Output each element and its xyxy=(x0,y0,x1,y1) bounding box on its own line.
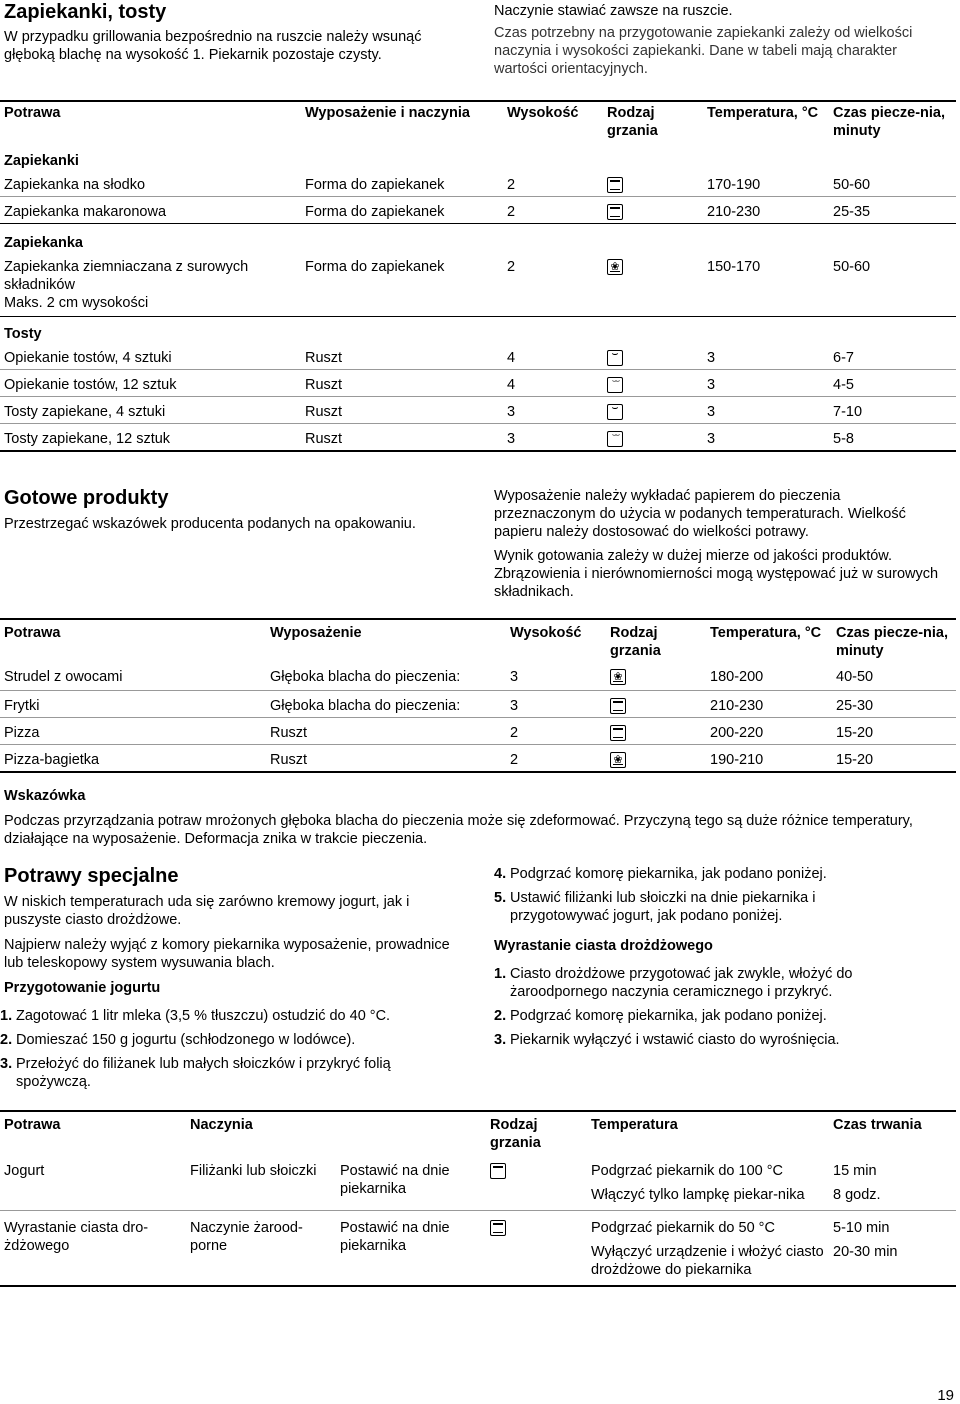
cell-temp: 3 xyxy=(703,370,829,397)
table-zapiekanki xyxy=(0,100,956,452)
cell-time: 4-5 xyxy=(829,370,956,397)
cell-level: 3 xyxy=(503,397,603,424)
cell-equip: Ruszt xyxy=(266,718,506,745)
cell-dish: Zapiekanka na słodko xyxy=(0,170,301,197)
cell-place: Postawić na dnie piekarnika xyxy=(336,1156,486,1211)
cell-temp-step1: Podgrzać piekarnik do 50 °C xyxy=(591,1220,775,1236)
cell-time: 15-20 xyxy=(832,745,956,773)
col-header: Czas piecze-nia, minuty xyxy=(833,105,946,139)
table-row xyxy=(0,691,956,718)
col-header: Naczynia xyxy=(190,1117,253,1133)
cell-duration-step2: 20-30 min xyxy=(833,1244,898,1260)
cell-duration-step1: 15 min xyxy=(833,1163,877,1179)
cell-level: 2 xyxy=(503,252,603,317)
list-item: 3. Przełożyć do filiżanek lub małych słoiczków i przykryć folią spożywczą. xyxy=(0,1056,391,1090)
cell-equip: Ruszt xyxy=(301,424,503,452)
col-header: Temperatura xyxy=(591,1117,678,1133)
table-row xyxy=(0,718,956,745)
col-header: Czas trwania xyxy=(833,1117,922,1133)
grill-small-icon xyxy=(607,404,623,420)
cell-temp-step2: Wyłączyć urządzenie i włożyć ciasto drożdżowe do piekarnika xyxy=(591,1244,824,1278)
col-header: Temperatura, °C xyxy=(707,105,819,121)
col-header: Potrawa xyxy=(4,105,61,121)
hot-air-icon xyxy=(607,259,623,275)
col-header: Rodzaj grzania xyxy=(607,105,658,139)
group-label: Zapiekanki xyxy=(4,153,79,169)
table-row xyxy=(0,1211,956,1287)
group-row xyxy=(0,224,956,253)
cell-dish: Zapiekanka ziemniaczana z surowych składników Maks. 2 cm wysokości xyxy=(0,252,301,317)
col-header: Rodzaj grzania xyxy=(490,1117,541,1151)
cell-time: 15-20 xyxy=(832,718,956,745)
cell-level: 4 xyxy=(503,343,603,370)
cell-temp: 210-230 xyxy=(703,197,829,224)
cell-vessel: Naczynie żarood-porne xyxy=(186,1211,336,1287)
col-header: Wysokość xyxy=(507,105,579,121)
cell-temp-step2: Włączyć tylko lampkę piekar-nika xyxy=(591,1187,805,1203)
cell-duration-step1: 5-10 min xyxy=(833,1220,890,1236)
group-label: Zapiekanka xyxy=(4,235,83,251)
section-title-specjalne: Potrawy specjalne xyxy=(4,865,179,887)
col-header: Wyposażenie i naczynia xyxy=(305,105,470,121)
grill-small-icon xyxy=(607,350,623,366)
table-row xyxy=(0,424,956,452)
ready-right-p1: Wyposażenie należy wykładać papierem do pieczenia przeznaczonym do użycia w podanych temperaturach. Wielkość papieru należy dostosować do wielkości potrawy. xyxy=(494,488,906,540)
col-header: Temperatura, °C xyxy=(710,625,822,641)
top-bottom-heat-icon xyxy=(607,204,623,220)
cell-equip: Ruszt xyxy=(266,745,506,773)
page-number: 19 xyxy=(937,1387,954,1404)
yogurt-steps-left xyxy=(0,1007,460,1097)
cell-dish: Wyrastanie ciasta dro-żdżowego xyxy=(0,1211,186,1287)
group-row xyxy=(0,142,956,170)
cell-dish: Opiekanie tostów, 4 sztuki xyxy=(0,343,301,370)
list-item: 5. Ustawić filiżanki lub słoiczki na dnie piekarnika i przygotowywać jogurt, jak podano poniżej. xyxy=(494,890,816,924)
cell-dish: Jogurt xyxy=(0,1156,186,1211)
cell-equip: Głęboka blacha do pieczenia: xyxy=(266,691,506,718)
list-item: 4. Podgrzać komorę piekarnika, jak podano poniżej. xyxy=(494,866,827,882)
table-row xyxy=(0,197,956,224)
cell-level: 2 xyxy=(506,718,606,745)
tip-text: Podczas przyrządzania potraw mrożonych głęboka blacha do pieczenia może się zdeformować. Przyczyną tego są duże różnice temperatury, działające na wyposażenie. Deformacja znika w trakcie pieczenia. xyxy=(4,813,913,847)
intro-right-p2: Czas potrzebny na przygotowanie zapiekanki zależy od wielkości naczynia i wysokości zapiekanki. Dane w tabeli mają charakter wartości orientacyjnych. xyxy=(494,25,913,77)
cell-time: 5-8 xyxy=(829,424,956,452)
top-bottom-heat-icon xyxy=(607,177,623,193)
section-title-zapiekanki: Zapiekanki, tosty xyxy=(4,1,167,23)
cell-level: 3 xyxy=(506,691,606,718)
col-header: Potrawa xyxy=(4,625,61,641)
group-row xyxy=(0,317,956,344)
list-item: 2. Domieszać 150 g jogurtu (schłodzonego w lodówce). xyxy=(0,1032,356,1048)
special-p1: W niskich temperaturach uda się zarówno kremowy jogurt, jak i puszyste ciasto drożdżowe. xyxy=(4,894,410,928)
table-row xyxy=(0,252,956,317)
cell-time: 50-60 xyxy=(829,170,956,197)
table-row xyxy=(0,397,956,424)
group-label: Tosty xyxy=(4,326,42,342)
table-row xyxy=(0,370,956,397)
cell-temp-step1: Podgrzać piekarnik do 100 °C xyxy=(591,1163,783,1179)
top-bottom-heat-icon xyxy=(610,698,626,714)
table-row xyxy=(0,343,956,370)
cell-temp: 210-230 xyxy=(706,691,832,718)
list-item: 2. Podgrzać komorę piekarnika, jak podano poniżej. xyxy=(494,1008,827,1024)
cell-level: 3 xyxy=(503,424,603,452)
cell-temp: 3 xyxy=(703,424,829,452)
table-row xyxy=(0,664,956,691)
cell-time: 40-50 xyxy=(832,664,956,691)
section-title-gotowe: Gotowe produkty xyxy=(4,487,169,509)
cell-dish: Strudel z owocami xyxy=(0,664,266,691)
cell-equip: Forma do zapiekanek xyxy=(301,197,503,224)
yogurt-title: Przygotowanie jogurtu xyxy=(4,980,161,996)
col-header: Rodzaj grzania xyxy=(610,625,661,659)
table-header-row xyxy=(0,1111,956,1156)
cell-time: 6-7 xyxy=(829,343,956,370)
cell-temp: 150-170 xyxy=(703,252,829,317)
cell-temp: 3 xyxy=(703,343,829,370)
cell-equip: Głęboka blacha do pieczenia: xyxy=(266,664,506,691)
cell-temp: 200-220 xyxy=(706,718,832,745)
grill-large-icon xyxy=(607,377,623,393)
list-item: 3. Piekarnik wyłączyć i wstawić ciasto do wyrośnięcia. xyxy=(494,1032,840,1048)
col-header xyxy=(336,1111,486,1156)
ready-right-p2: Wynik gotowania zależy w dużej mierze od jakości produktów. Zbrązowienia i nierównomierności mogą występować już w surowych składnikach. xyxy=(494,548,939,600)
intro-right-p1: Naczynie stawiać zawsze na ruszcie. xyxy=(494,3,733,19)
ready-left-text: Przestrzegać wskazówek producenta podanych na opakowaniu. xyxy=(4,516,416,532)
yogurt-steps-right xyxy=(494,865,914,931)
special-p2: Najpierw należy wyjąć z komory piekarnika wyposażenie, prowadnice lub teleskopowy system wysuwania blach. xyxy=(4,937,450,971)
cell-level: 3 xyxy=(506,664,606,691)
cell-dish: Pizza xyxy=(0,718,266,745)
cell-time: 50-60 xyxy=(829,252,956,317)
cell-dish: Pizza-bagietka xyxy=(0,745,266,773)
list-item: 1. Ciasto drożdżowe przygotować jak zwykle, włożyć do żaroodpornego naczynia ceramicznego i przykryć. xyxy=(494,966,853,1000)
list-item: 1. Zagotować 1 litr mleka (3,5 % tłuszczu) ostudzić do 40 °C. xyxy=(0,1008,391,1024)
hot-air-icon xyxy=(610,752,626,768)
cell-time: 25-30 xyxy=(832,691,956,718)
cell-temp: 170-190 xyxy=(703,170,829,197)
tip-title: Wskazówka xyxy=(4,788,86,804)
cell-time: 25-35 xyxy=(829,197,956,224)
col-header: Czas piecze-nia, minuty xyxy=(836,625,949,659)
dough-title: Wyrastanie ciasta drożdżowego xyxy=(494,938,713,954)
cell-dish: Frytki xyxy=(0,691,266,718)
cell-dish: Opiekanie tostów, 12 sztuk xyxy=(0,370,301,397)
grill-large-icon xyxy=(607,431,623,447)
cell-dish: Zapiekanka makaronowa xyxy=(0,197,301,224)
hot-air-icon xyxy=(610,669,626,685)
table-header-row xyxy=(0,619,956,664)
cell-equip: Ruszt xyxy=(301,343,503,370)
cell-equip: Ruszt xyxy=(301,370,503,397)
table-gotowe-produkty xyxy=(0,618,956,773)
cell-dish: Tosty zapiekane, 4 sztuki xyxy=(0,397,301,424)
cell-place: Postawić na dnie piekarnika xyxy=(336,1211,486,1287)
table-header-row xyxy=(0,101,956,142)
table-row xyxy=(0,745,956,773)
cell-equip: Forma do zapiekanek xyxy=(301,252,503,317)
cell-equip: Ruszt xyxy=(301,397,503,424)
cell-level: 4 xyxy=(503,370,603,397)
cell-level: 2 xyxy=(503,170,603,197)
table-row xyxy=(0,1156,956,1211)
cell-temp: 190-210 xyxy=(706,745,832,773)
cell-dish: Tosty zapiekane, 12 sztuk xyxy=(0,424,301,452)
dough-steps xyxy=(494,965,924,1055)
top-bottom-heat-icon xyxy=(490,1220,506,1236)
top-bottom-heat-icon xyxy=(610,725,626,741)
col-header: Wysokość xyxy=(510,625,582,641)
cell-time: 7-10 xyxy=(829,397,956,424)
top-heat-icon xyxy=(490,1163,506,1179)
cell-temp: 3 xyxy=(703,397,829,424)
cell-equip: Forma do zapiekanek xyxy=(301,170,503,197)
cell-duration-step2: 8 godz. xyxy=(833,1187,881,1203)
cell-vessel: Filiżanki lub słoiczki xyxy=(186,1156,336,1211)
cell-level: 2 xyxy=(506,745,606,773)
table-row xyxy=(0,170,956,197)
col-header: Potrawa xyxy=(4,1117,61,1133)
intro-left-text: W przypadku grillowania bezpośrednio na ruszcie należy wsunąć głęboką blachę na wysokość 1. Piekarnik pozostaje czysty. xyxy=(4,29,422,63)
col-header: Wyposażenie xyxy=(270,625,362,641)
cell-temp: 180-200 xyxy=(706,664,832,691)
cell-level: 2 xyxy=(503,197,603,224)
table-potrawy-specjalne xyxy=(0,1110,956,1287)
